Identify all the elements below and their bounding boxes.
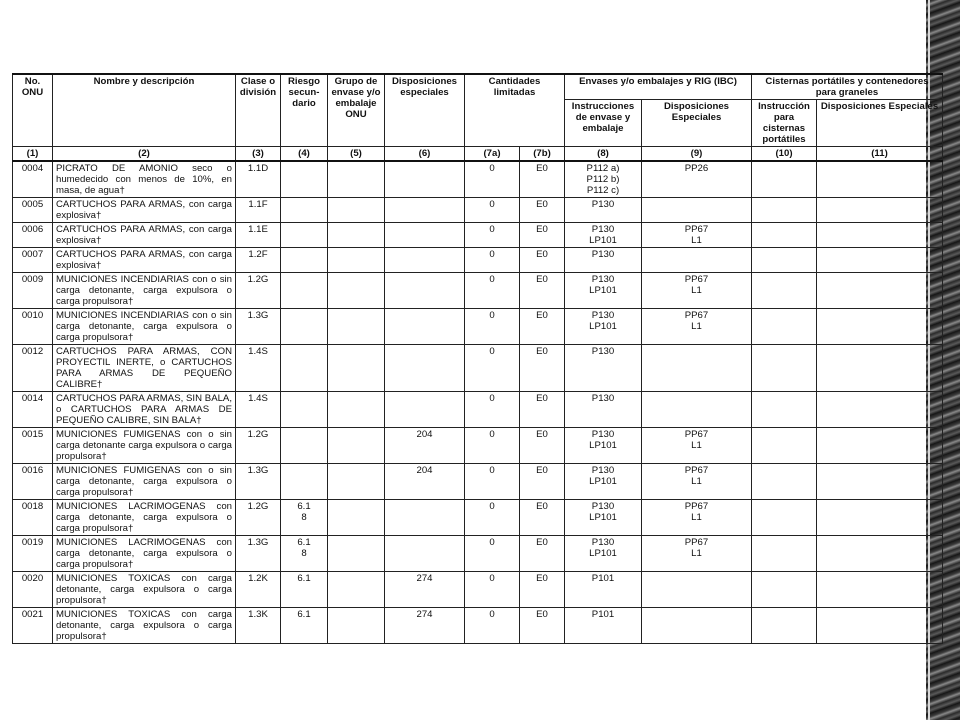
tank-instruction-cell [752, 345, 817, 392]
packing-group-cell [328, 198, 385, 223]
limited-quantity-cell: 0 [465, 198, 520, 223]
tank-instruction-cell [752, 500, 817, 536]
tank-special-provisions-cell [817, 345, 943, 392]
special-provisions-cell [385, 273, 465, 309]
packing-group-cell [328, 309, 385, 345]
packing-group-cell [328, 500, 385, 536]
dangerous-goods-table-document [12, 73, 942, 644]
substance-name-cell: CARTUCHOS PARA ARMAS, con carga explosiva† [53, 248, 236, 273]
limited-quantity-cell: 0 [465, 273, 520, 309]
excepted-quantity-cell: E0 [520, 248, 565, 273]
limited-quantity-cell: 0 [465, 608, 520, 644]
packing-instruction-cell: P130 LP101 [565, 464, 642, 500]
excepted-quantity-cell: E0 [520, 273, 565, 309]
col-num: (7a) [465, 147, 520, 162]
col-num: (9) [642, 147, 752, 162]
excepted-quantity-cell: E0 [520, 500, 565, 536]
substance-name-cell: PICRATO DE AMONIO seco o humedecido con menos de 10%, en masa, de agua† [53, 161, 236, 198]
secondary-risk-cell [281, 198, 328, 223]
limited-quantity-cell: 0 [465, 223, 520, 248]
tank-instruction-cell [752, 309, 817, 345]
secondary-risk-cell [281, 464, 328, 500]
tank-special-provisions-cell [817, 392, 943, 428]
packing-instruction-cell: P130 LP101 [565, 223, 642, 248]
header-cisternas: Cisternas portátiles y contenedores para graneles [752, 74, 943, 100]
table-row [13, 223, 943, 248]
table-row [13, 464, 943, 500]
secondary-risk-cell [281, 248, 328, 273]
packing-instruction-cell: P101 [565, 572, 642, 608]
tank-special-provisions-cell [817, 572, 943, 608]
packing-special-provisions-cell [642, 198, 752, 223]
header-instrucciones: Instrucciones de envase y embalaje [565, 100, 642, 147]
header-nombre: Nombre y descripción [53, 74, 236, 147]
limited-quantity-cell: 0 [465, 248, 520, 273]
class-division-cell: 1.1D [236, 161, 281, 198]
header-cantidades: Cantidades limitadas [465, 74, 565, 147]
secondary-risk-cell: 6.1 8 [281, 500, 328, 536]
secondary-risk-cell: 6.1 [281, 608, 328, 644]
secondary-risk-cell [281, 309, 328, 345]
onu-number-cell: 0010 [13, 309, 53, 345]
packing-special-provisions-cell [642, 392, 752, 428]
tank-special-provisions-cell [817, 608, 943, 644]
tank-instruction-cell [752, 392, 817, 428]
table-row [13, 273, 943, 309]
substance-name-cell: MUNICIONES INCENDIARIAS con o sin carga detonante, carga expulsora o carga propulsora† [53, 309, 236, 345]
tank-instruction-cell [752, 223, 817, 248]
table-row [13, 198, 943, 223]
substance-name-cell: CARTUCHOS PARA ARMAS, CON PROYECTIL INERTE, o CARTUCHOS PARA ARMAS DE PEQUEÑO CALIBRE† [53, 345, 236, 392]
limited-quantity-cell: 0 [465, 309, 520, 345]
class-division-cell: 1.2K [236, 572, 281, 608]
excepted-quantity-cell: E0 [520, 428, 565, 464]
tank-special-provisions-cell [817, 428, 943, 464]
header-clase: Clase o división [236, 74, 281, 147]
header-envases: Envases y/o embalajes y RIG (IBC) [565, 74, 752, 100]
excepted-quantity-cell: E0 [520, 464, 565, 500]
header-disp-esp-cisternas: Disposiciones Especiales [817, 100, 943, 147]
excepted-quantity-cell: E0 [520, 198, 565, 223]
substance-name-cell: MUNICIONES TOXICAS con carga detonante, carga expulsora o carga propulsora† [53, 572, 236, 608]
secondary-risk-cell [281, 273, 328, 309]
onu-number-cell: 0018 [13, 500, 53, 536]
tank-instruction-cell [752, 572, 817, 608]
substance-name-cell: MUNICIONES LACRIMOGENAS con carga detonante, carga expulsora o carga propulsora† [53, 536, 236, 572]
packing-special-provisions-cell [642, 608, 752, 644]
tank-instruction-cell [752, 428, 817, 464]
class-division-cell: 1.3G [236, 309, 281, 345]
packing-instruction-cell: P130 [565, 392, 642, 428]
substance-name-cell: CARTUCHOS PARA ARMAS, con carga explosiva† [53, 223, 236, 248]
packing-instruction-cell: P130 LP101 [565, 500, 642, 536]
substance-name-cell: MUNICIONES INCENDIARIAS con o sin carga detonante, carga expulsora o carga propulsora† [53, 273, 236, 309]
col-num: (6) [385, 147, 465, 162]
tank-special-provisions-cell [817, 248, 943, 273]
tank-special-provisions-cell [817, 198, 943, 223]
class-division-cell: 1.2G [236, 273, 281, 309]
special-provisions-cell [385, 309, 465, 345]
col-num: (4) [281, 147, 328, 162]
packing-group-cell [328, 572, 385, 608]
table-row [13, 161, 943, 198]
substance-name-cell: MUNICIONES FUMIGENAS con o sin carga detonante carga expulsora o carga propulsora† [53, 428, 236, 464]
onu-number-cell: 0014 [13, 392, 53, 428]
table-row [13, 428, 943, 464]
special-provisions-cell [385, 345, 465, 392]
class-division-cell: 1.3G [236, 464, 281, 500]
special-provisions-cell: 274 [385, 608, 465, 644]
substance-name-cell: CARTUCHOS PARA ARMAS, SIN BALA, o CARTUCHOS PARA ARMAS DE PEQUEÑO CALIBRE, SIN BALA† [53, 392, 236, 428]
limited-quantity-cell: 0 [465, 428, 520, 464]
tank-instruction-cell [752, 464, 817, 500]
tank-instruction-cell [752, 161, 817, 198]
tank-special-provisions-cell [817, 273, 943, 309]
header-row [13, 74, 943, 100]
onu-number-cell: 0006 [13, 223, 53, 248]
table-body [13, 161, 943, 644]
table-row [13, 309, 943, 345]
packing-special-provisions-cell: PP67 L1 [642, 464, 752, 500]
packing-group-cell [328, 428, 385, 464]
packing-instruction-cell: P112 a) P112 b) P112 c) [565, 161, 642, 198]
packing-group-cell [328, 536, 385, 572]
special-provisions-cell [385, 536, 465, 572]
excepted-quantity-cell: E0 [520, 161, 565, 198]
packing-instruction-cell: P101 [565, 608, 642, 644]
special-provisions-cell [385, 392, 465, 428]
col-num: (2) [53, 147, 236, 162]
onu-number-cell: 0005 [13, 198, 53, 223]
class-division-cell: 1.2G [236, 428, 281, 464]
secondary-risk-cell: 6.1 [281, 572, 328, 608]
onu-number-cell: 0016 [13, 464, 53, 500]
secondary-risk-cell [281, 345, 328, 392]
header-disp-esp-envases: Disposiciones Especiales [642, 100, 752, 147]
col-num: (8) [565, 147, 642, 162]
table-row [13, 392, 943, 428]
substance-name-cell: MUNICIONES TOXICAS con carga detonante, carga expulsora o carga propulsora† [53, 608, 236, 644]
packing-instruction-cell: P130 LP101 [565, 273, 642, 309]
table-row [13, 572, 943, 608]
tank-instruction-cell [752, 536, 817, 572]
tank-instruction-cell [752, 608, 817, 644]
secondary-risk-cell [281, 161, 328, 198]
packing-group-cell [328, 161, 385, 198]
table-row [13, 536, 943, 572]
dangerous-goods-table [12, 73, 943, 644]
onu-number-cell: 0009 [13, 273, 53, 309]
onu-number-cell: 0020 [13, 572, 53, 608]
packing-instruction-cell: P130 [565, 198, 642, 223]
table-row [13, 345, 943, 392]
special-provisions-cell [385, 161, 465, 198]
tank-special-provisions-cell [817, 309, 943, 345]
packing-instruction-cell: P130 LP101 [565, 428, 642, 464]
col-num: (5) [328, 147, 385, 162]
tank-special-provisions-cell [817, 536, 943, 572]
special-provisions-cell [385, 198, 465, 223]
class-division-cell: 1.1E [236, 223, 281, 248]
packing-instruction-cell: P130 LP101 [565, 309, 642, 345]
col-num: (3) [236, 147, 281, 162]
class-division-cell: 1.3K [236, 608, 281, 644]
class-division-cell: 1.1F [236, 198, 281, 223]
secondary-risk-cell [281, 428, 328, 464]
excepted-quantity-cell: E0 [520, 392, 565, 428]
limited-quantity-cell: 0 [465, 500, 520, 536]
col-num: (11) [817, 147, 943, 162]
packing-group-cell [328, 273, 385, 309]
class-division-cell: 1.2F [236, 248, 281, 273]
header-disposiciones: Disposiciones especiales [385, 74, 465, 147]
onu-number-cell: 0007 [13, 248, 53, 273]
col-num: (1) [13, 147, 53, 162]
col-num: (10) [752, 147, 817, 162]
secondary-risk-cell: 6.1 8 [281, 536, 328, 572]
packing-group-cell [328, 608, 385, 644]
class-division-cell: 1.2G [236, 500, 281, 536]
tank-instruction-cell [752, 273, 817, 309]
packing-group-cell [328, 223, 385, 248]
class-division-cell: 1.4S [236, 345, 281, 392]
onu-number-cell: 0012 [13, 345, 53, 392]
packing-special-provisions-cell: PP26 [642, 161, 752, 198]
class-division-cell: 1.3G [236, 536, 281, 572]
onu-number-cell: 0015 [13, 428, 53, 464]
excepted-quantity-cell: E0 [520, 223, 565, 248]
packing-special-provisions-cell: PP67 L1 [642, 500, 752, 536]
tank-instruction-cell [752, 248, 817, 273]
onu-number-cell: 0004 [13, 161, 53, 198]
substance-name-cell: MUNICIONES LACRIMOGENAS con carga detonante, carga expulsora o carga propulsora† [53, 500, 236, 536]
special-provisions-cell: 204 [385, 428, 465, 464]
excepted-quantity-cell: E0 [520, 345, 565, 392]
limited-quantity-cell: 0 [465, 392, 520, 428]
packing-instruction-cell: P130 LP101 [565, 536, 642, 572]
tank-special-provisions-cell [817, 223, 943, 248]
limited-quantity-cell: 0 [465, 464, 520, 500]
packing-group-cell [328, 464, 385, 500]
packing-special-provisions-cell [642, 248, 752, 273]
packing-special-provisions-cell: PP67 L1 [642, 223, 752, 248]
packing-special-provisions-cell: PP67 L1 [642, 309, 752, 345]
excepted-quantity-cell: E0 [520, 309, 565, 345]
limited-quantity-cell: 0 [465, 572, 520, 608]
special-provisions-cell [385, 223, 465, 248]
limited-quantity-cell: 0 [465, 161, 520, 198]
header-grupo: Grupo de envase y/o embalaje ONU [328, 74, 385, 147]
packing-instruction-cell: P130 [565, 345, 642, 392]
col-num: (7b) [520, 147, 565, 162]
header-no-onu: No. ONU [13, 74, 53, 147]
packing-group-cell [328, 345, 385, 392]
onu-number-cell: 0021 [13, 608, 53, 644]
special-provisions-cell: 204 [385, 464, 465, 500]
column-number-row [13, 147, 943, 162]
class-division-cell: 1.4S [236, 392, 281, 428]
tank-special-provisions-cell [817, 500, 943, 536]
packing-special-provisions-cell: PP67 L1 [642, 536, 752, 572]
secondary-risk-cell [281, 392, 328, 428]
tank-special-provisions-cell [817, 161, 943, 198]
tank-special-provisions-cell [817, 464, 943, 500]
packing-group-cell [328, 392, 385, 428]
special-provisions-cell [385, 248, 465, 273]
onu-number-cell: 0019 [13, 536, 53, 572]
limited-quantity-cell: 0 [465, 536, 520, 572]
special-provisions-cell: 274 [385, 572, 465, 608]
packing-group-cell [328, 248, 385, 273]
special-provisions-cell [385, 500, 465, 536]
table-row [13, 248, 943, 273]
substance-name-cell: MUNICIONES FUMIGENAS con o sin carga detonante, carga expulsora o carga propulsora† [53, 464, 236, 500]
secondary-risk-cell [281, 223, 328, 248]
packing-special-provisions-cell [642, 345, 752, 392]
table-row [13, 500, 943, 536]
substance-name-cell: CARTUCHOS PARA ARMAS, con carga explosiva† [53, 198, 236, 223]
table-row [13, 608, 943, 644]
packing-instruction-cell: P130 [565, 248, 642, 273]
header-instruccion-cisternas: Instrucción para cisternas portátiles [752, 100, 817, 147]
packing-special-provisions-cell: PP67 L1 [642, 428, 752, 464]
packing-special-provisions-cell [642, 572, 752, 608]
excepted-quantity-cell: E0 [520, 536, 565, 572]
tank-instruction-cell [752, 198, 817, 223]
header-riesgo: Riesgo secun-dario [281, 74, 328, 147]
excepted-quantity-cell: E0 [520, 572, 565, 608]
packing-special-provisions-cell: PP67 L1 [642, 273, 752, 309]
excepted-quantity-cell: E0 [520, 608, 565, 644]
limited-quantity-cell: 0 [465, 345, 520, 392]
